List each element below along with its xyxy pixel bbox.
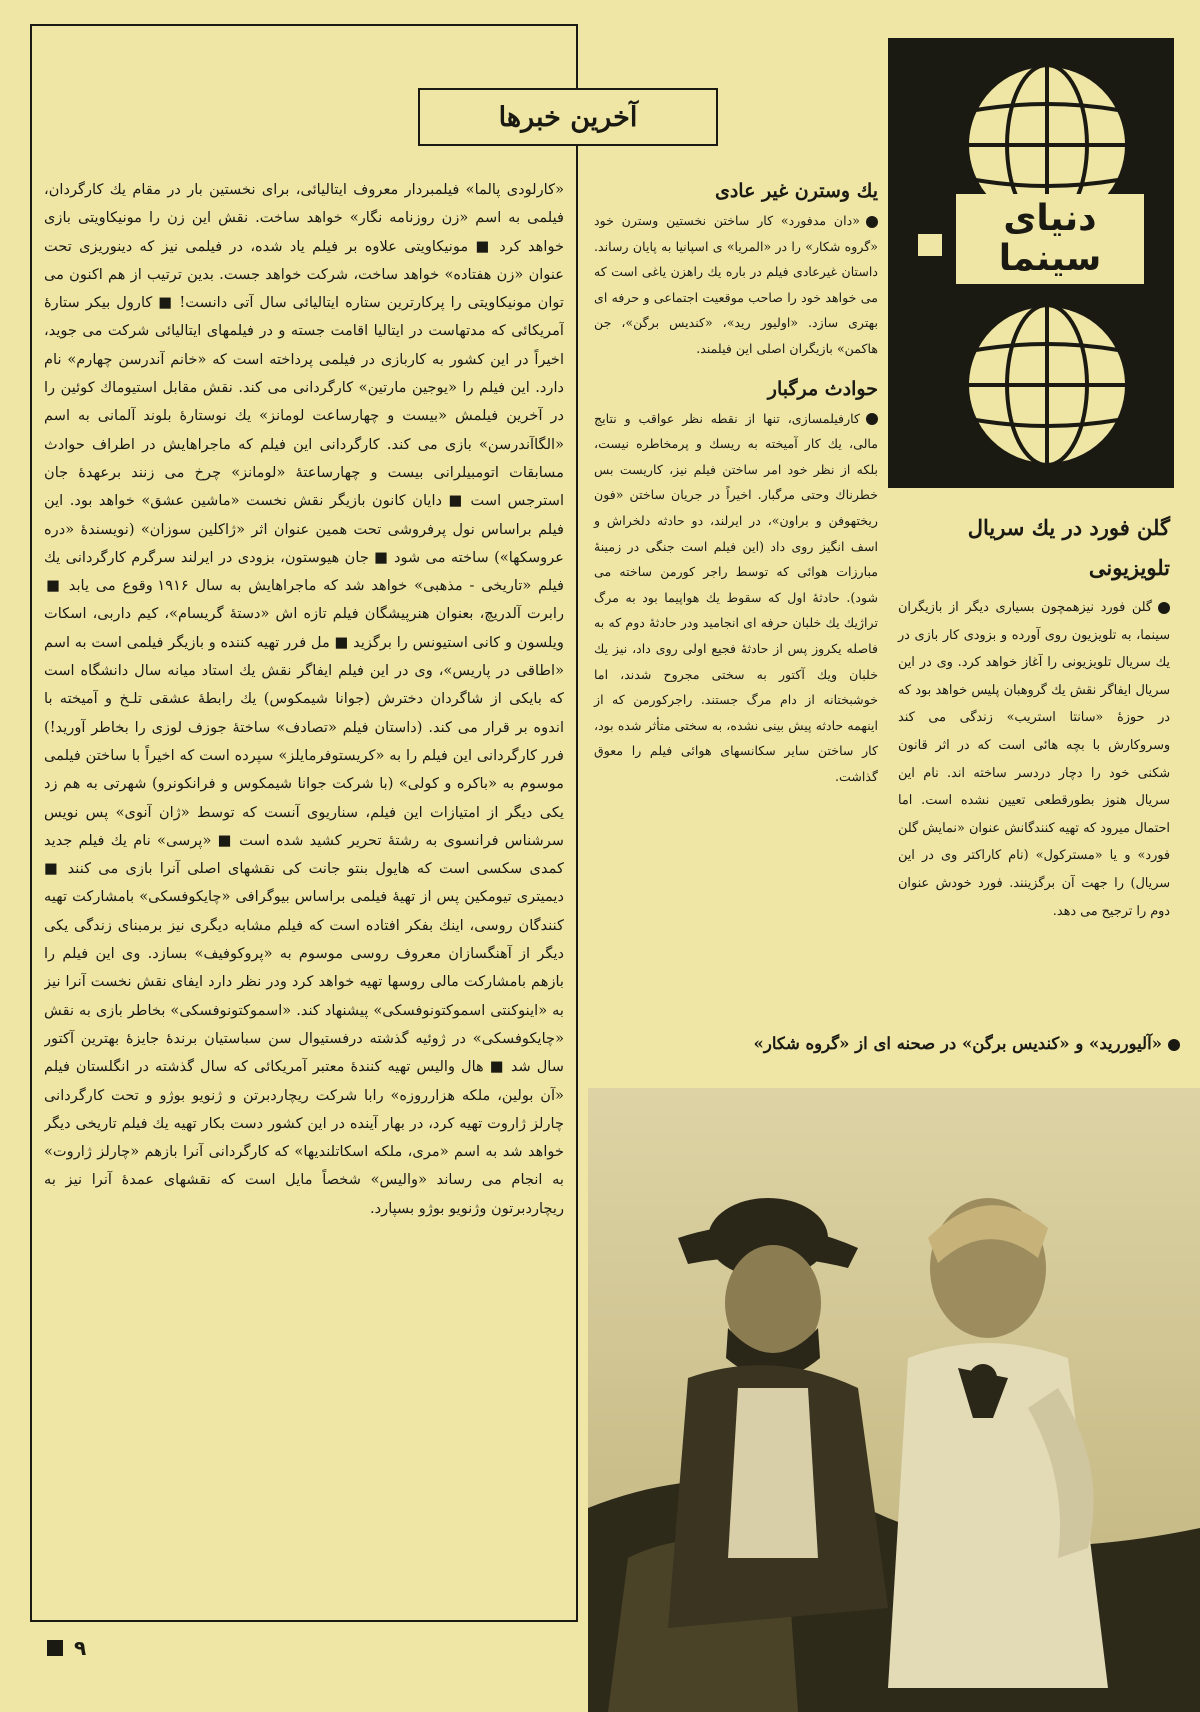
news-title: آخرین خبرها bbox=[498, 101, 638, 133]
logo-tab bbox=[918, 234, 942, 256]
right-column bbox=[898, 508, 1170, 925]
logo-line2: سینما bbox=[998, 238, 1102, 279]
accidents-body: کارفیلمسازی، تنها از نقطه نظر عواقب و نتایج مالی، یك کار آمیخته به ریسك و پرمخاطره نیست، بلکه از نظر خود امر ساختن فیلم نیز، کاریست بس خطرناك وحتی مرگبار. اخیراً در جریان ساختن «فون ریختهوفن و براون»، در ایرلند، دو حادثه دلخراش و اسف انگیز روی داد (این فیلم است جنگی در زمینهٔ مبارزات هوائی که توسط راجر کورمن ساخته می شود). حادثهٔ اول که سقوط یك هواپیما بود به مرگ تراژیك یك خلبان حرفه ای انجامید ودر حادثهٔ دوم که به فاصله یکروز پس از حادثهٔ فجیع اولی روی داد، نیز یك خلبان ویك آکتور به سختی مجروح شدند، اما خوشبختانه از دام مرگ جستند. راجرکورمن که از اینهمه حادثه پیش بینی نشده، به سختی متأثر شده بود، کار ساختن سایر سکانسهای هوائی فیلم را معوق گذاشت. bbox=[594, 410, 878, 784]
page-number: ۹ bbox=[44, 1636, 86, 1660]
western-film-photo bbox=[588, 1088, 1200, 1712]
bullet-icon bbox=[866, 413, 878, 425]
western-title: یك وسترن غیر عادی bbox=[714, 180, 878, 202]
glenn-title: گلن فورد در یك سریال تلویزیونی bbox=[967, 515, 1170, 580]
logo-line1: دنیای bbox=[1003, 198, 1097, 239]
bullet-icon bbox=[866, 216, 878, 228]
bullet-icon bbox=[1168, 1039, 1180, 1051]
western-body: «دان مدفورد» کار ساختن نخستین وسترن خود «گروه شکار» را در «المریا» ی اسپانیا به پایان رساند. داستان غیرعادی فیلم در باره یك راهزن یاغی است که می خواهد خود را صاحب موقعیت اجتماعی و حرفه ای بهتری سازد. «اولیور رید»، «کندیس برگن»، جن هاکمن» بازیگران اصلی این فیلمند. bbox=[594, 213, 878, 356]
glenn-body: گلن فورد نیزهمچون بسیاری دیگر از بازیگران سینما، به تلویزیون روی آورده و بزودی کار بازی در یك سریال تلویزیونی را آغاز خواهد کرد. وی در این سریال ایفاگر نقش یك گروهبان پلیس خواهد بود که در حوزهٔ «سانتا استریب» زندگی می کند وسروکارش با بچه هائی است که در اثر قانون شکنی خود را دچار دردسر ساخته اند. نام این سریال هنوز بطورقطعی تعیین نشده است. اما احتمال میرود که تهیه کنندگانش عنوان «نمایش گلن فورد» و یا «مسترکول» (نام کاراکتر وی در این سریال) را جهت آن برگزینند. فورد خودش عنوان دوم را ترجیح می دهد. bbox=[898, 600, 1170, 919]
bullet-icon bbox=[1158, 602, 1170, 614]
news-body: «کارلودی پالما» فیلمبردار معروف ایتالیائی، برای نخستین بار در مقام یك کارگردان، فیلمی به اسم «زن روزنامه نگار» خواهد ساخت. نقش این زن را مونیکاویتی بازی خواهد کرد ■ مونیکاویتی علاوه بر فیلم یاد شده، در فیلمی نیز که دینوریزی تحت عنوان «زن هفتاده» خواهد ساخت، شرکت خواهد جست. بدین ترتیب از هم اکنون می توان مونیکاویتی را پرکارترین ستاره ایتالیائی سال آتی دانست! ■ کارول بیکر ستارهٔ آمریکائی که مدتهاست در ایتالیا اقامت جسته و در فیلمهای ایتالیائی شرکت می جوید، اخیراً در این کشور به کاربازی در فیلمی پرداخته است که «خانم آندرسن چهارم» نام دارد. این فیلم را «یوجین مارتین» کارگردانی می کند. نقش مقابل استیوماك کوئین را در آخرین فیلمش «بیست و چهارساعت لومانز» یك نوستارهٔ بلوند آلمانی به اسم «الگاآندرسن» بازی می کند. کارگردانی این فیلم که ماجراهایش در اطراف حوادث مسابقات اتومبیلرانی بیست و چهارساعتهٔ «لومانز» چرخ می زنند برعهدهٔ جان استرجس است ■ دایان کانون بازیگر نقش نخست «ماشین عشق» خواهد بود. این فیلم براساس نول پرفروشی تحت همین عنوان اثر «ژاکلین سوزان» (نویسندهٔ «دره عروسکها») ساخته می شود ■ جان هیوستون، بزودی در ایرلند سرگرم کارگردانی یك فیلم «تاریخی - مذهبی» خواهد شد که ماجراهایش به سال ۱۹۱۶ وقوع می یابد ■ رابرت آلدریچ، بعنوان هنرپیشگان فیلم تازه اش «دستهٔ گریسام»، کیم داربی، اسکات ویلسون و کانی استیونس را برگزید ■ مل فرر تهیه کننده و بازیگر فیلمی است به اسم «اطاقی در پاریس»، وی در این فیلم ایفاگر نقش یك استاد میانه سال دانشگاه است که بایکی از شاگردان دخترش (جوانا شیمکوس) یك رابطهٔ عشقی تلـخ و آمیخته با اندوه بر قرار می کند. (داستان فیلم «تصادف» ساختهٔ جوزف لوزی را بخاطر آورید!) فرر کارگردانی این فیلم را به «کریستوفرمایلز» سپرده است که اخیراً با ساختن فیلمی موسوم به «باکره و کولی» (با شرکت جوانا شیمکوس و فرانکونرو) شهرتی به هم زد یکی دیگر از امتیازات این فیلم، سناریوی آنست که توسط «ژان آنوی» پس نویس سرشناس فرانسوی به رشتهٔ تحریر کشید شده است ■ «پرسی» نام یك فیلم جدید کمدی سکسی است که هایول بنتو جانت کی نقشهای اصلی آنرا بازی می کنند ■ دیمیتری تیومکین پس از تهیهٔ فیلمی براساس بیوگرافی «چایکوفسکی» بامشارکت تهیه کنندگان روسی، اینك بفکر افتاده است که فیلم مشابه دیگری نیز برمبنای زندگی یکی دیگر از آهنگسازان معروف روسی موسوم به «پروکوفیف» بسازد. وی این فیلم را بازهم بامشارکت مالی روسها تهیه خواهد کرد ودر نظر دارد ایفای نقش نخست آنرا نیز به «اینوکنتی اسموکتونوفسکی» پیشنهاد کند. «اسموکتونوفسکی» بخاطر بازی به نقش «چایکوفسکی» در ژوئیه گذشته درفستیوال سن سباستیان برندهٔ جایزهٔ بهترین آکتور سال شد ■ هال والیس تهیه کنندهٔ معتبر آمریکائی که سال گذشته در انگلستان فیلم «آن بولین، ملکه هزارروزه» رابا شرکت ریچاردبرتن و ژنویو بوژو و تحت کارگردانی چارلز ژاروت تهیه کرد، در بهار آینده در این کشور دست بکار تهیه یك فیلم تاریخی دیگر خواهد شد به اسم «مری، ملکه اسکاتلندیها» که کارگردانی آنرا بازهم «چارلز ژاروت» به انجام می رساند «والیس» شخصاً مایل است که نقشهای عمدهٔ آنرا نیز به ریچاردبرتون وژنویو بوژو بسپارد. bbox=[44, 181, 564, 1217]
accidents-title: حوادث مرگبار bbox=[767, 377, 878, 400]
photo-caption: «آلیوررید» و «کندیس برگن» در صحنه ای از «گروه شکار» bbox=[598, 1034, 1180, 1053]
middle-column bbox=[594, 180, 878, 789]
square-icon bbox=[47, 1640, 63, 1656]
globe-icon bbox=[962, 300, 1132, 470]
news-title-box bbox=[418, 88, 718, 146]
logo-label bbox=[956, 194, 1144, 284]
